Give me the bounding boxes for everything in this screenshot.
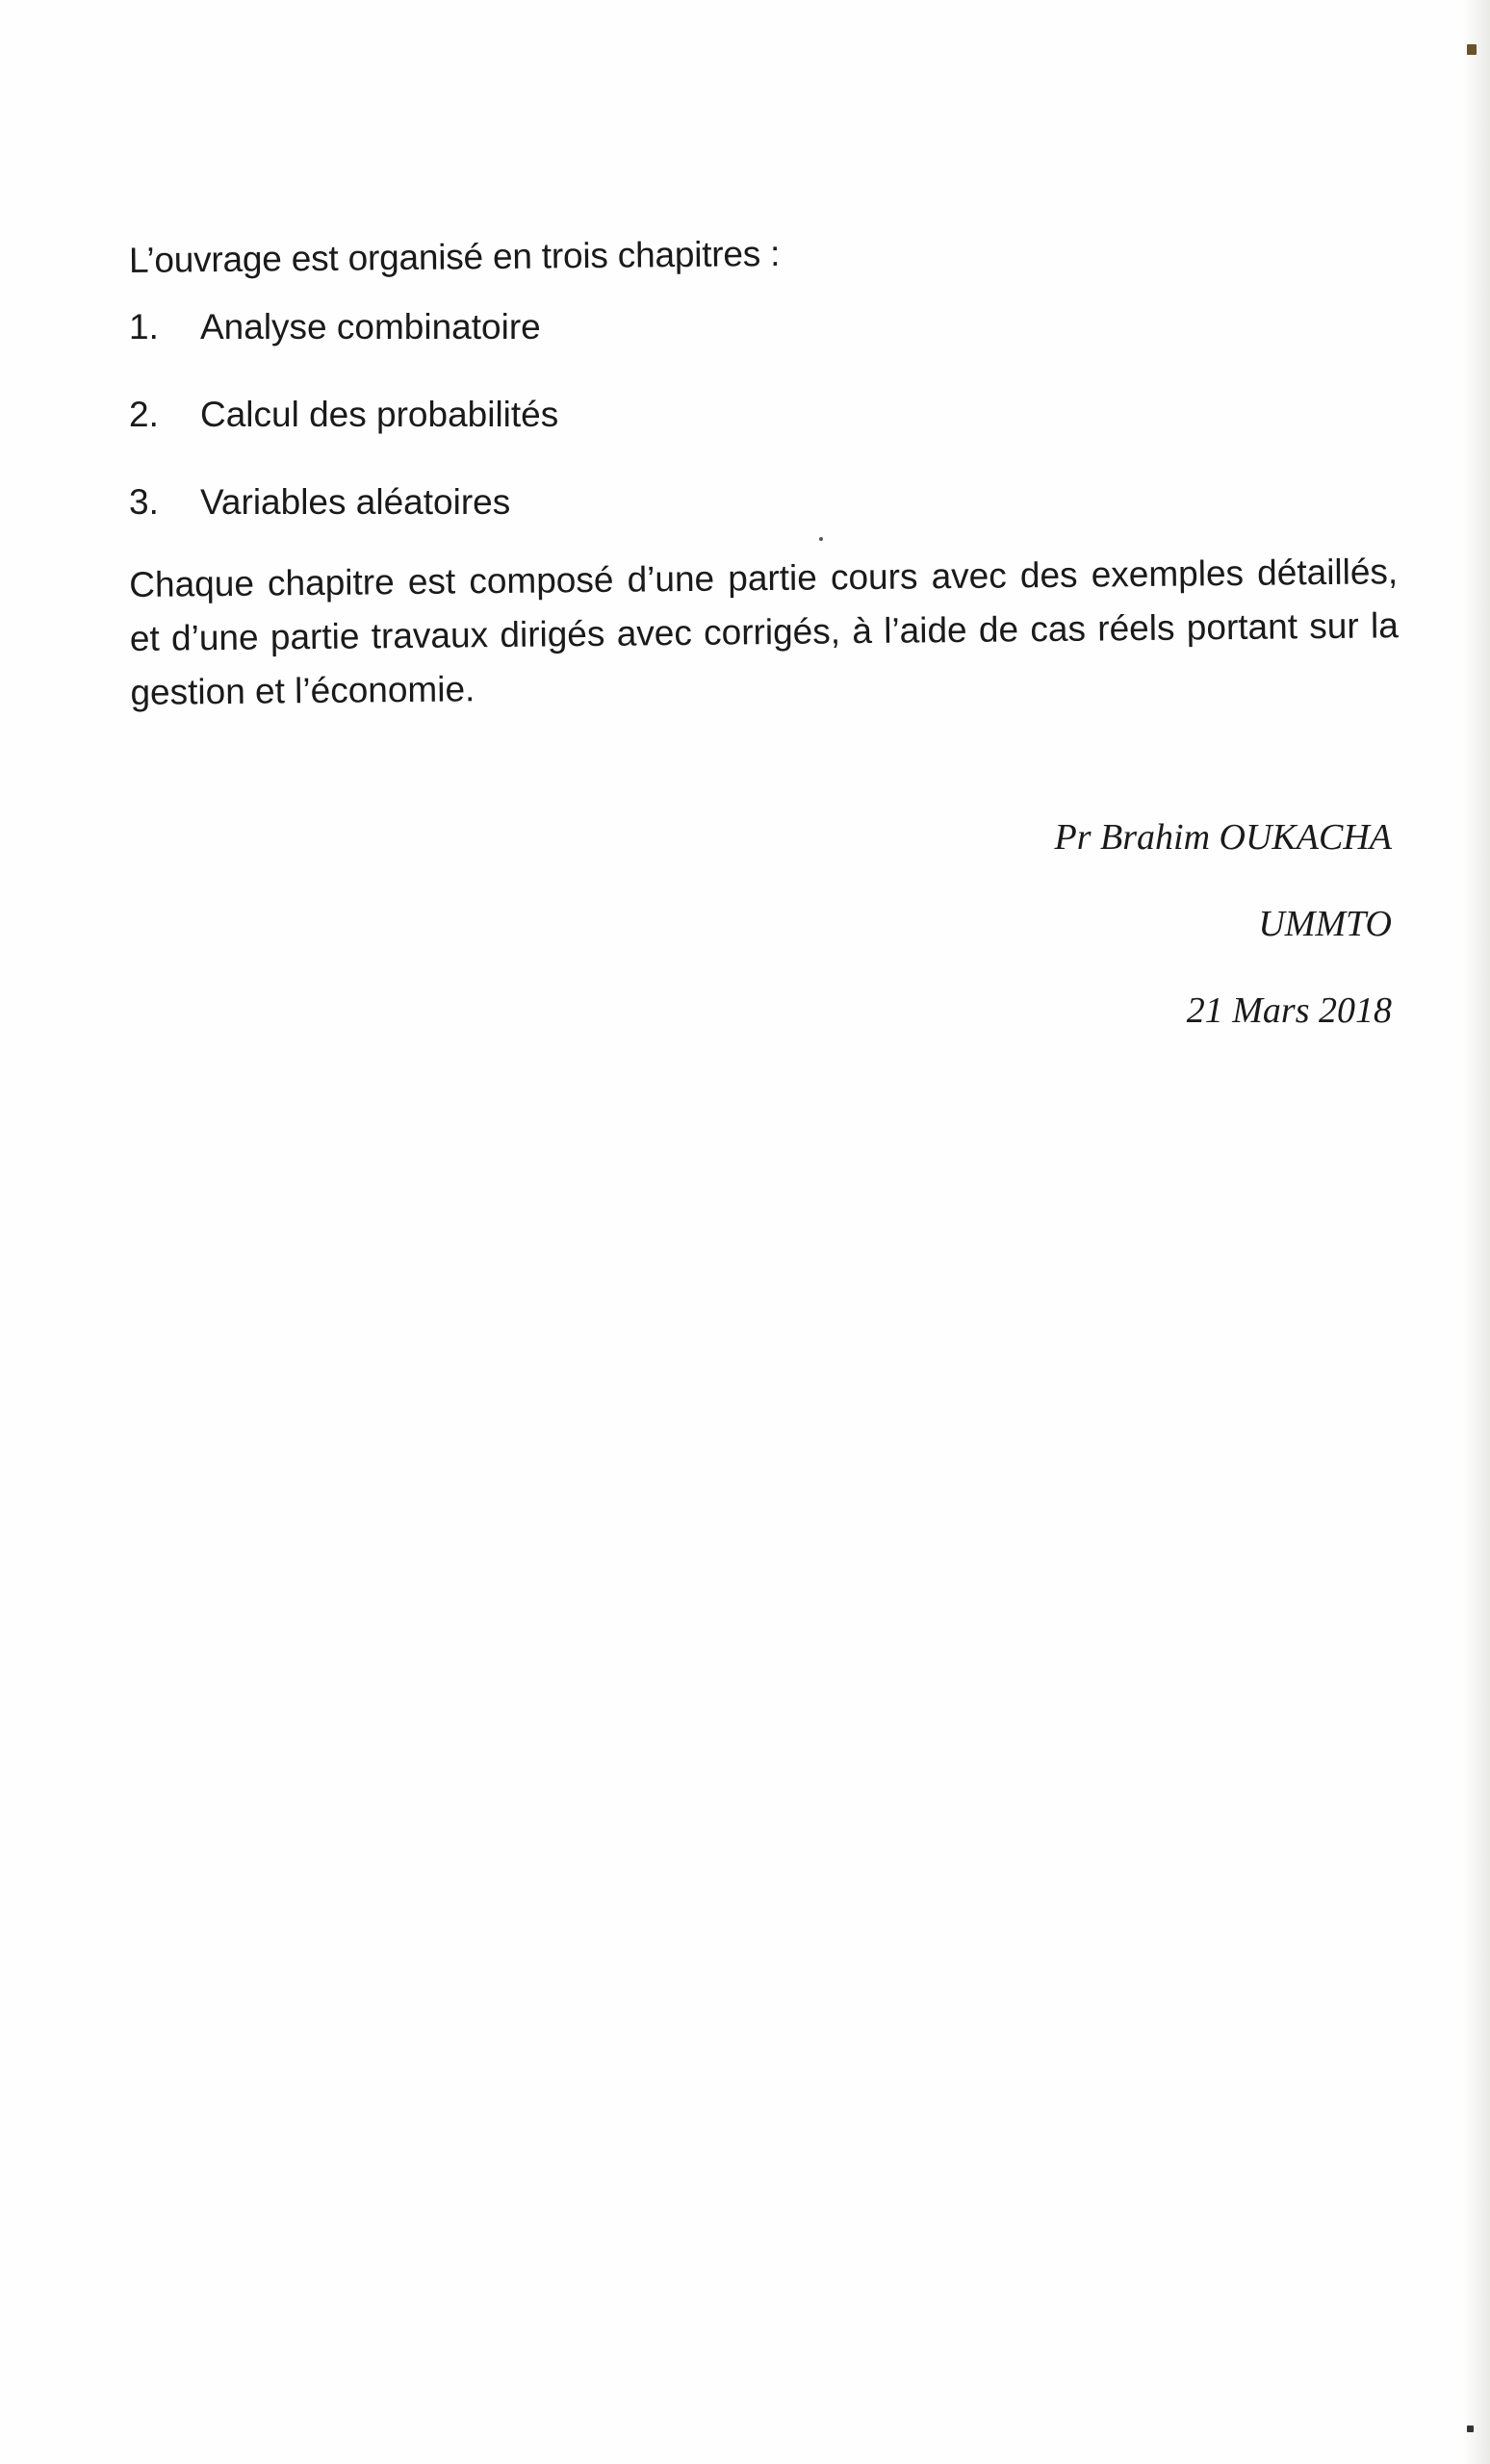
chapter-number: 2. (129, 395, 159, 434)
chapter-title: Variables aléatoires (200, 482, 511, 522)
scan-speck (819, 537, 823, 541)
chapter-title: Analyse combinatoire (200, 307, 541, 346)
chapter-item (129, 481, 558, 524)
chapter-title: Calcul des probabilités (200, 395, 559, 434)
chapter-number: 3. (129, 482, 159, 522)
signature-date: 21 Mars 2018 (1186, 990, 1392, 1031)
institution-name: UMMTO (1258, 904, 1392, 944)
chapter-item (129, 306, 558, 348)
description-paragraph: Chaque chapitre est composé d’une partie cours avec des exemples détaillés, et d’une partie travaux dirigés avec corrigés, à l’aide de cas réels portant sur la gestion et l’économie. (129, 552, 1400, 712)
chapter-list (129, 306, 558, 569)
chapter-number: 1. (129, 307, 159, 346)
scan-corner-mark (1467, 44, 1477, 55)
intro-sentence: L’ouvrage est organisé en trois chapitres : (128, 233, 781, 280)
author-name: Pr Brahim OUKACHA (1054, 817, 1392, 858)
signature-block (1055, 816, 1392, 1076)
scan-corner-mark (1467, 2426, 1474, 2432)
chapter-item (129, 394, 558, 436)
scanned-page-edge (1461, 0, 1490, 2464)
